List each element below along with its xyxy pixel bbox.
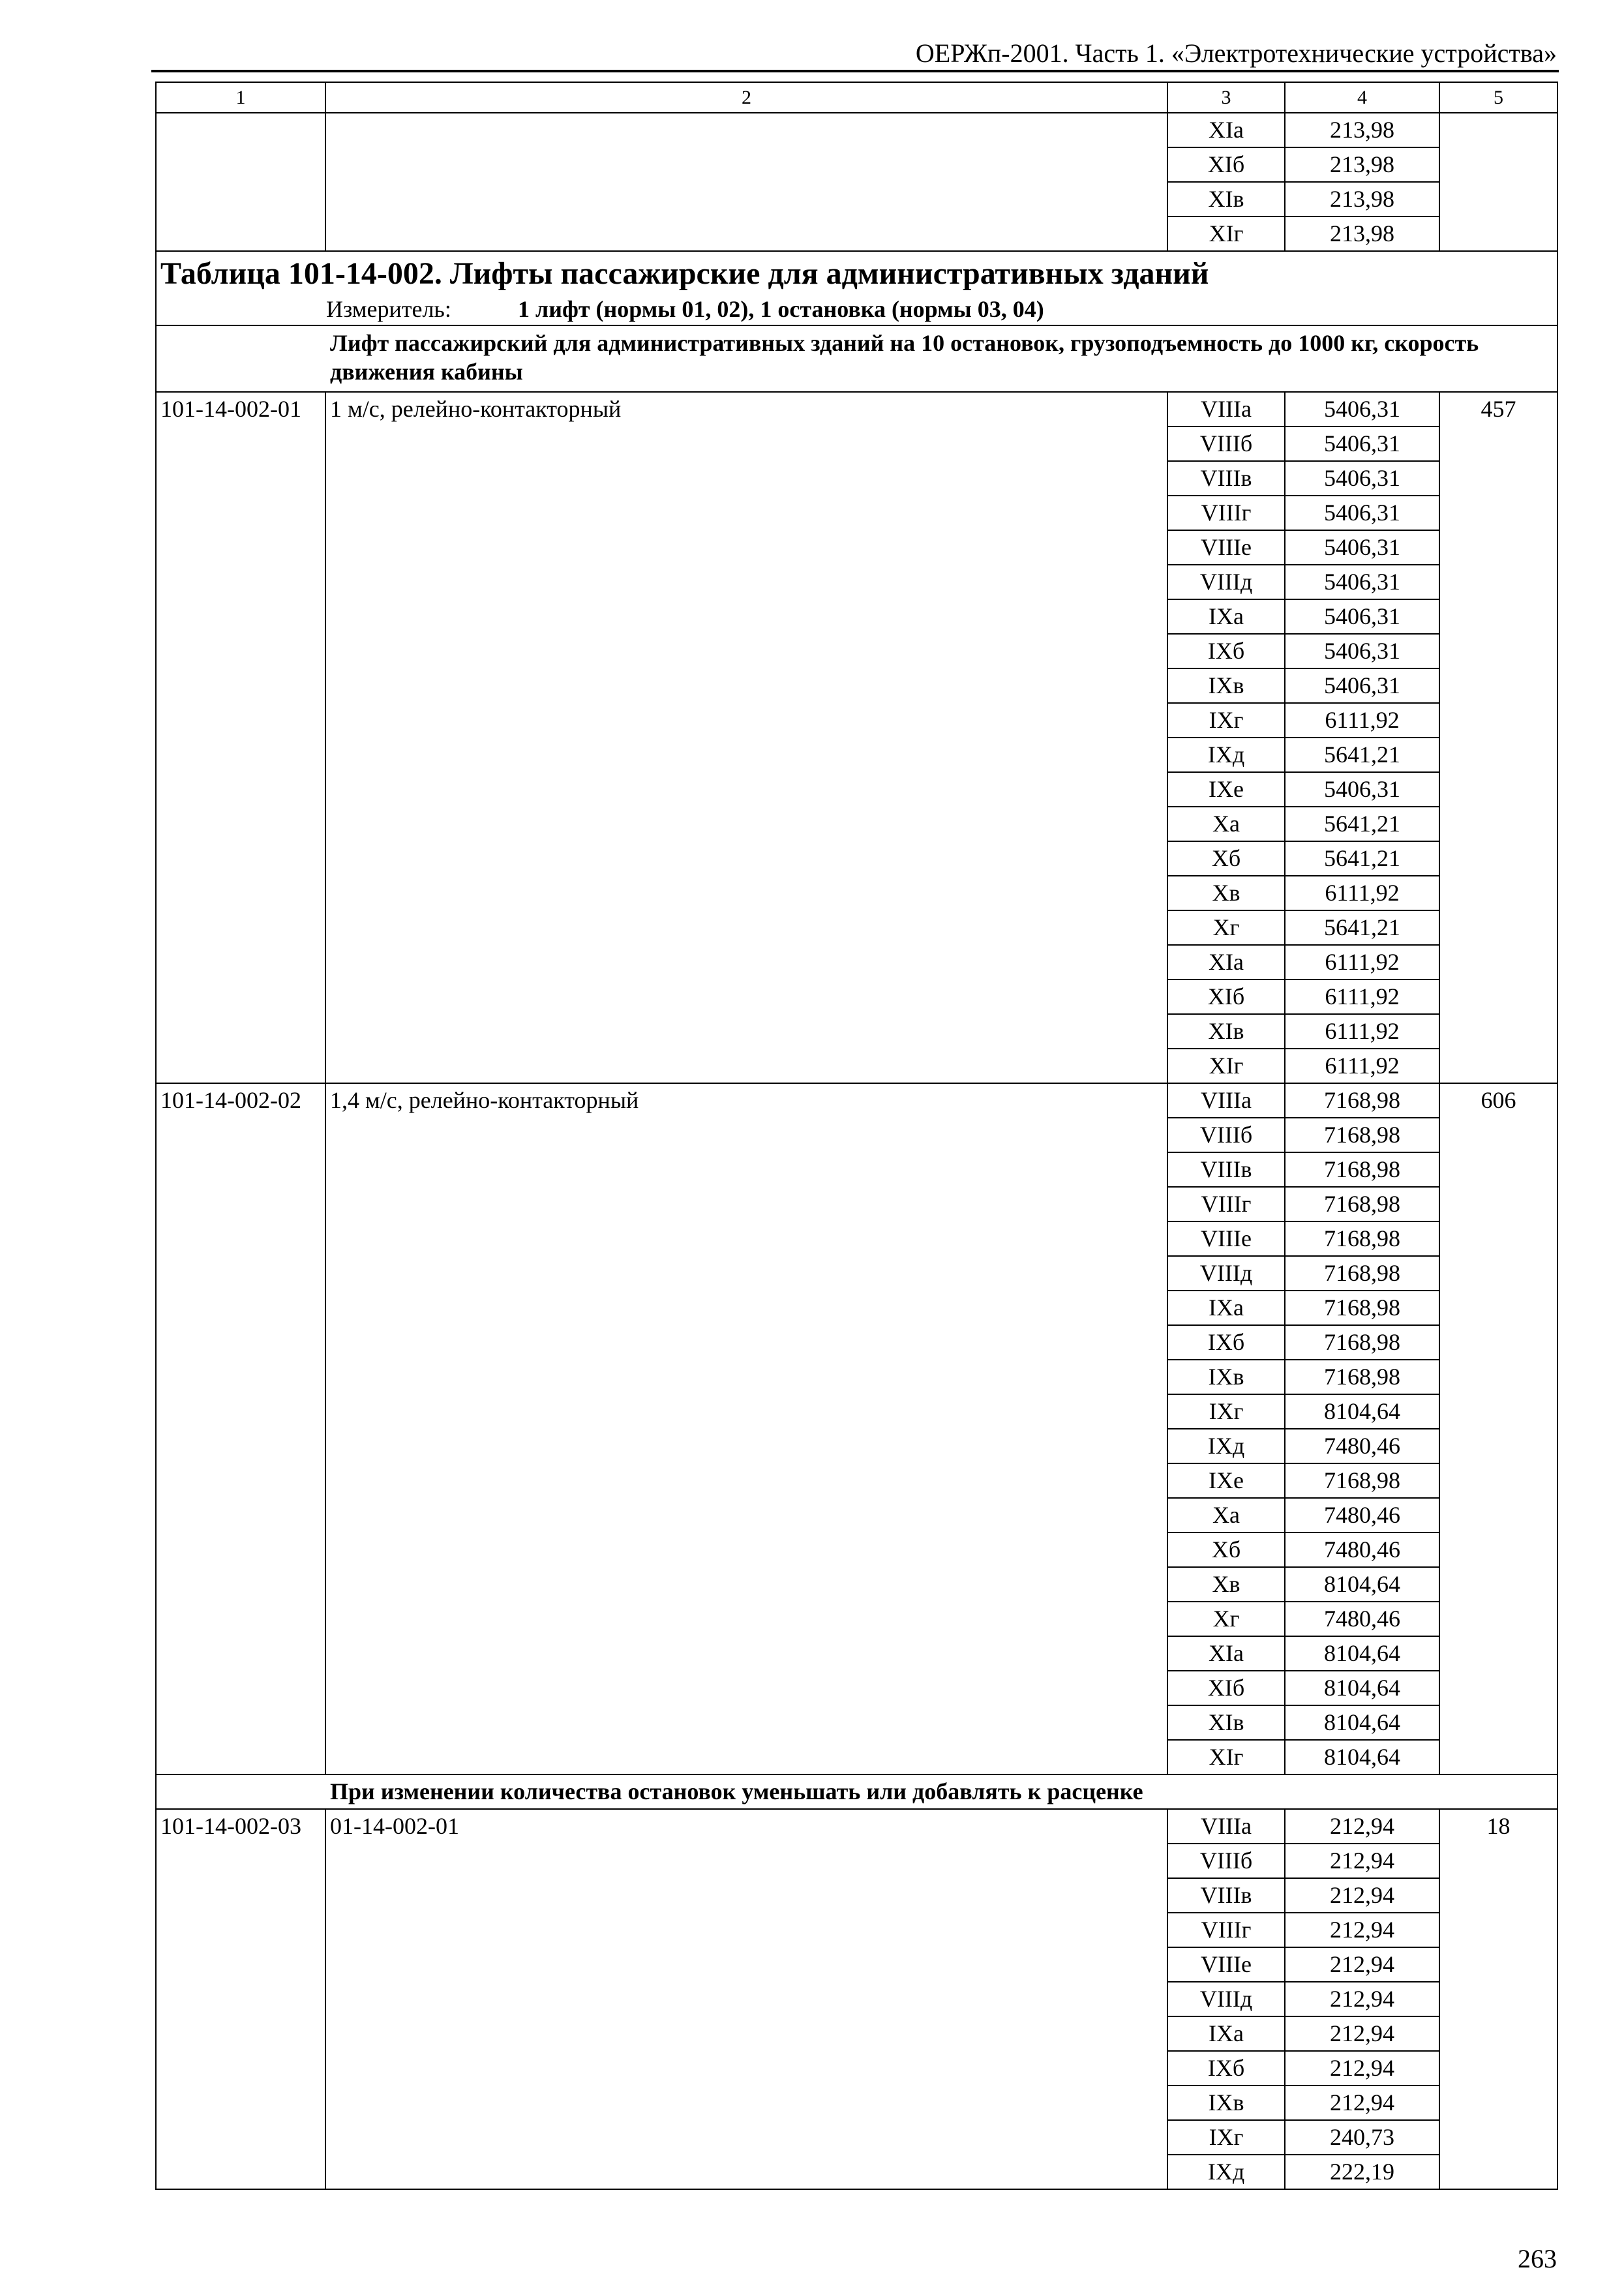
price-value: 6111,92 <box>1285 876 1439 910</box>
price-value: 7168,98 <box>1285 1256 1439 1291</box>
price-value: 6111,92 <box>1285 945 1439 980</box>
price-value: 213,98 <box>1285 182 1439 217</box>
price-value: 5406,31 <box>1285 772 1439 807</box>
zone-code: IXе <box>1167 772 1285 807</box>
price-value: 5406,31 <box>1285 426 1439 461</box>
price-value: 7168,98 <box>1285 1463 1439 1498</box>
price-value: 5641,21 <box>1285 910 1439 945</box>
zone-code: IXв <box>1167 1360 1285 1394</box>
column-number: 5 <box>1439 82 1557 113</box>
zone-code: XIа <box>1167 1636 1285 1671</box>
price-value: 212,94 <box>1285 1809 1439 1844</box>
norm-code: 101-14-002-02 <box>156 1083 325 1774</box>
price-value: 5406,31 <box>1285 530 1439 565</box>
norm-name: 1 м/с, релейно-контакторный <box>325 392 1167 1083</box>
column-number: 2 <box>325 82 1167 113</box>
price-value: 212,94 <box>1285 1947 1439 1982</box>
zone-code: IXг <box>1167 703 1285 738</box>
norm-code: 101-14-002-01 <box>156 392 325 1083</box>
table-title-row <box>156 251 1557 325</box>
zone-code: VIIIе <box>1167 1947 1285 1982</box>
price-value: 213,98 <box>1285 113 1439 147</box>
price-value: 7168,98 <box>1285 1325 1439 1360</box>
price-value: 8104,64 <box>1285 1671 1439 1705</box>
zone-code: Xв <box>1167 876 1285 910</box>
price-value: 7168,98 <box>1285 1360 1439 1394</box>
column-number-row <box>156 82 1557 113</box>
price-value: 5406,31 <box>1285 565 1439 599</box>
zone-code: Xа <box>1167 1498 1285 1533</box>
zone-code: Xб <box>1167 841 1285 876</box>
zone-code: VIIIб <box>1167 1844 1285 1878</box>
price-value: 5641,21 <box>1285 738 1439 772</box>
price-value: 212,94 <box>1285 2051 1439 2086</box>
norm-code <box>156 113 325 251</box>
zone-code: IXг <box>1167 2120 1285 2155</box>
running-title: ОЕРЖп-2001. Часть 1. «Электротехнические устройства» <box>915 38 1557 68</box>
zone-code: IXв <box>1167 2086 1285 2120</box>
table-row <box>156 392 1557 426</box>
price-value: 6111,92 <box>1285 703 1439 738</box>
price-value: 213,98 <box>1285 147 1439 182</box>
price-value: 7480,46 <box>1285 1498 1439 1533</box>
price-value: 7168,98 <box>1285 1083 1439 1118</box>
price-value: 5406,31 <box>1285 392 1439 426</box>
price-value: 5406,31 <box>1285 668 1439 703</box>
price-value: 7168,98 <box>1285 1118 1439 1152</box>
price-value: 7168,98 <box>1285 1221 1439 1256</box>
price-value: 212,94 <box>1285 1878 1439 1913</box>
table-row <box>156 1083 1557 1118</box>
price-value: 5406,31 <box>1285 634 1439 668</box>
zone-code: IXд <box>1167 1429 1285 1463</box>
measure-line <box>160 293 1553 325</box>
zone-code: VIIIв <box>1167 1878 1285 1913</box>
zone-code: IXд <box>1167 2155 1285 2189</box>
zone-code: VIIIд <box>1167 565 1285 599</box>
table-title: Таблица 101-14-002. Лифты пассажирские для административных зданий <box>160 256 1209 291</box>
column-number: 4 <box>1285 82 1439 113</box>
price-value: 7168,98 <box>1285 1152 1439 1187</box>
zone-code: XIа <box>1167 113 1285 147</box>
zone-code: VIIIг <box>1167 1913 1285 1947</box>
zone-code: VIIIв <box>1167 461 1285 496</box>
price-value: 5641,21 <box>1285 841 1439 876</box>
price-value: 6111,92 <box>1285 1049 1439 1083</box>
zone-code: XIб <box>1167 147 1285 182</box>
price-value: 5406,31 <box>1285 461 1439 496</box>
note: При изменении количества остановок уменьшать или добавлять к расценке <box>156 1774 1557 1809</box>
price-value: 8104,64 <box>1285 1705 1439 1740</box>
zone-code: IXв <box>1167 668 1285 703</box>
price-value: 212,94 <box>1285 1913 1439 1947</box>
norm-name <box>325 113 1167 251</box>
price-value: 8104,64 <box>1285 1394 1439 1429</box>
zone-code: XIв <box>1167 1014 1285 1049</box>
column-number: 1 <box>156 82 325 113</box>
description: Лифт пассажирский для административных зданий на 10 остановок, грузоподъемность до 1000 кг, скорость движения кабины <box>156 325 1557 392</box>
norm-name: 1,4 м/с, релейно-контакторный <box>325 1083 1167 1774</box>
zone-code: VIIIд <box>1167 1982 1285 2016</box>
zone-code: VIIIе <box>1167 530 1285 565</box>
zone-code: IXа <box>1167 1291 1285 1325</box>
zone-code: VIIIб <box>1167 426 1285 461</box>
price-value: 222,19 <box>1285 2155 1439 2189</box>
zone-code: XIб <box>1167 980 1285 1014</box>
zone-code: XIг <box>1167 1049 1285 1083</box>
zone-code: XIв <box>1167 182 1285 217</box>
zone-code: XIб <box>1167 1671 1285 1705</box>
zone-code: XIа <box>1167 945 1285 980</box>
price-value: 5641,21 <box>1285 807 1439 841</box>
price-value: 7480,46 <box>1285 1602 1439 1636</box>
zone-code: VIIIе <box>1167 1221 1285 1256</box>
zone-code: Xг <box>1167 1602 1285 1636</box>
price-value: 7168,98 <box>1285 1291 1439 1325</box>
price-value: 7480,46 <box>1285 1429 1439 1463</box>
col5-value: 606 <box>1439 1083 1557 1774</box>
zone-code: XIг <box>1167 1740 1285 1774</box>
zone-code: XIв <box>1167 1705 1285 1740</box>
zone-code: VIIIб <box>1167 1118 1285 1152</box>
zone-code: VIIIг <box>1167 496 1285 530</box>
price-value: 240,73 <box>1285 2120 1439 2155</box>
table-title-cell <box>156 251 1557 325</box>
price-value: 212,94 <box>1285 1982 1439 2016</box>
price-value: 213,98 <box>1285 217 1439 251</box>
zone-code: IXд <box>1167 738 1285 772</box>
zone-code: VIIIа <box>1167 1809 1285 1844</box>
price-table <box>155 82 1558 2190</box>
measure-value: 1 лифт (нормы 01, 02), 1 остановка (нормы 03, 04) <box>518 296 1044 322</box>
zone-code: IXе <box>1167 1463 1285 1498</box>
price-value: 6111,92 <box>1285 980 1439 1014</box>
price-value: 6111,92 <box>1285 1014 1439 1049</box>
description-row <box>156 325 1557 392</box>
zone-code: Xв <box>1167 1567 1285 1602</box>
zone-code: VIIIд <box>1167 1256 1285 1291</box>
zone-code: IXб <box>1167 2051 1285 2086</box>
price-value: 8104,64 <box>1285 1636 1439 1671</box>
zone-code: VIIIв <box>1167 1152 1285 1187</box>
zone-code: VIIIа <box>1167 392 1285 426</box>
price-value: 8104,64 <box>1285 1740 1439 1774</box>
price-value: 5406,31 <box>1285 599 1439 634</box>
zone-code: XIг <box>1167 217 1285 251</box>
column-number: 3 <box>1167 82 1285 113</box>
measure-label: Измеритель: <box>326 296 451 322</box>
zone-code: IXа <box>1167 599 1285 634</box>
note-row <box>156 1774 1557 1809</box>
norm-code: 101-14-002-03 <box>156 1809 325 2189</box>
price-value: 8104,64 <box>1285 1567 1439 1602</box>
price-value: 212,94 <box>1285 2016 1439 2051</box>
price-value: 212,94 <box>1285 1844 1439 1878</box>
price-value: 7480,46 <box>1285 1533 1439 1567</box>
zone-code: Xа <box>1167 807 1285 841</box>
zone-code: IXа <box>1167 2016 1285 2051</box>
zone-code: IXб <box>1167 1325 1285 1360</box>
price-value: 5406,31 <box>1285 496 1439 530</box>
zone-code: VIIIг <box>1167 1187 1285 1221</box>
zone-code: Xб <box>1167 1533 1285 1567</box>
price-value: 212,94 <box>1285 2086 1439 2120</box>
col5-value: 457 <box>1439 392 1557 1083</box>
table-row <box>156 113 1557 147</box>
zone-code: IXб <box>1167 634 1285 668</box>
price-value: 7168,98 <box>1285 1187 1439 1221</box>
zone-code: IXг <box>1167 1394 1285 1429</box>
page-number: 263 <box>1518 2244 1557 2273</box>
header-rule <box>151 70 1559 72</box>
table-row <box>156 1809 1557 1844</box>
col5-value: 18 <box>1439 1809 1557 2189</box>
zone-code: VIIIа <box>1167 1083 1285 1118</box>
zone-code: Xг <box>1167 910 1285 945</box>
norm-name: 01-14-002-01 <box>325 1809 1167 2189</box>
col5-value <box>1439 113 1557 251</box>
